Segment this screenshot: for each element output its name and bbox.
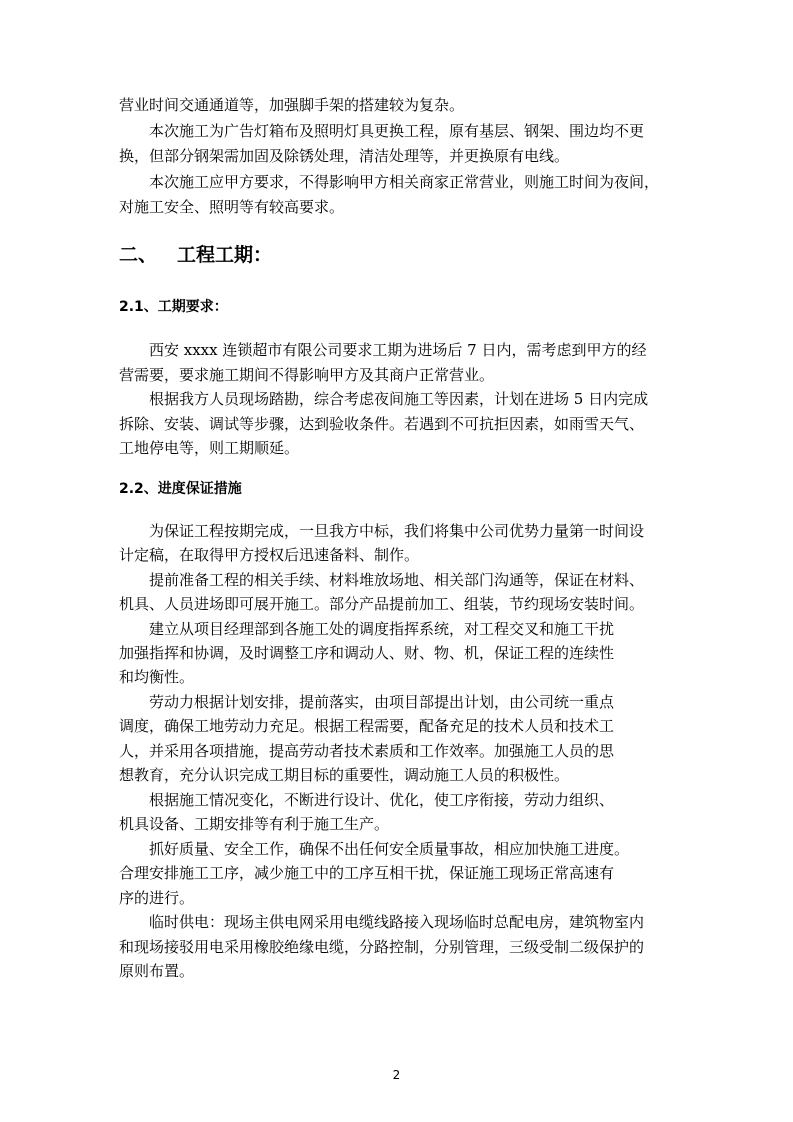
- paragraph-line: 拆除、安装、调试等步骤，达到验收条件。若遇到不可抗拒因素，如雨雪天气、: [119, 415, 645, 433]
- paragraph-line: 机具设备、工期安排等有利于施工生产。: [119, 815, 390, 833]
- paragraph-line: 劳动力根据计划安排，提前落实，由项目部提出计划，由公司统一重点: [149, 693, 615, 711]
- paragraph-line: 机具、人员进场即可展开施工。部分产品提前加工、组装，节约现场安装时间。: [119, 595, 645, 613]
- paragraph-line: 提前准备工程的相关手续、材料堆放场地、相关部门沟通等，保证在材料、: [149, 571, 645, 589]
- paragraph-line: 序的进行。: [119, 889, 195, 907]
- paragraph-line: 和均衡性。: [119, 668, 195, 686]
- paragraph-line: 原则布置。: [119, 962, 195, 980]
- paragraph-line: 为保证工程按期完成，一旦我方中标，我们将集中公司优势力量第一时间设: [149, 522, 645, 540]
- intro-line: 对施工安全、照明等有较高要求。: [119, 198, 345, 216]
- section-number: 二、: [119, 244, 158, 266]
- subsection-heading: 2.1、工期要求：: [119, 299, 228, 315]
- section-heading: [119, 243, 272, 267]
- page-number: 2: [392, 1068, 401, 1082]
- paragraph-line: 西安 xxxx 连锁超市有限公司要求工期为进场后 7 日内，需考虑到甲方的经: [149, 341, 647, 359]
- paragraph-line: 合理安排施工工序，减少施工中的工序互相干扰，保证施工现场正常高速有: [119, 864, 615, 882]
- paragraph-line: 调度，确保工地劳动力充足。根据工程需要，配备充足的技术人员和技术工: [119, 717, 615, 735]
- paragraph-line: 和现场接驳用电采用橡胶绝缘电缆，分路控制，分别管理，三级受制二级保护的: [119, 938, 645, 956]
- paragraph-line: 工地停电等，则工期顺延。: [119, 439, 300, 457]
- subsection-heading: 2.2、进度保证措施: [119, 481, 242, 497]
- intro-line: 营业时间交通通道等，加强脚手架的搭建较为复杂。: [119, 96, 465, 114]
- paragraph-line: 想教育，充分认识完成工期目标的重要性，调动施工人员的积极性。: [119, 766, 570, 784]
- intro-line: 本次施工为广告灯箱布及照明灯具更换工程，原有基层、钢架、围边均不更: [149, 122, 645, 140]
- intro-line: 换，但部分钢架需加固及除锈处理，清洁处理等，并更换原有电线。: [119, 147, 570, 165]
- paragraph-line: 根据施工情况变化，不断进行设计、优化，使工序衔接，劳动力组织、: [149, 791, 615, 809]
- section-title: 工程工期：: [177, 244, 273, 266]
- paragraph-line: 根据我方人员现场踏勘，综合考虑夜间施工等因素，计划在进场 5 日内完成: [149, 390, 649, 408]
- paragraph-line: 营需要，要求施工期间不得影响甲方及其商户正常营业。: [119, 366, 495, 384]
- paragraph-line: 人，并采用各项措施，提高劳动者技术素质和工作效率。加强施工人员的思: [119, 742, 615, 760]
- paragraph-line: 建立从项目经理部到各施工处的调度指挥系统，对工程交叉和施工干扰: [149, 620, 615, 638]
- paragraph-line: 加强指挥和协调，及时调整工序和调动人、财、物、机，保证工程的连续性: [119, 644, 615, 662]
- paragraph-line: 抓好质量、安全工作，确保不出任何安全质量事故，相应加快施工进度。: [149, 840, 630, 858]
- intro-line: 本次施工应甲方要求，不得影响甲方相关商家正常营业，则施工时间为夜间，: [149, 173, 660, 191]
- paragraph-line: 计定稿，在取得甲方授权后迅速备料、制作。: [119, 546, 420, 564]
- paragraph-line: 临时供电：现场主供电网采用电缆线路接入现场临时总配电房，建筑物室内: [149, 913, 645, 931]
